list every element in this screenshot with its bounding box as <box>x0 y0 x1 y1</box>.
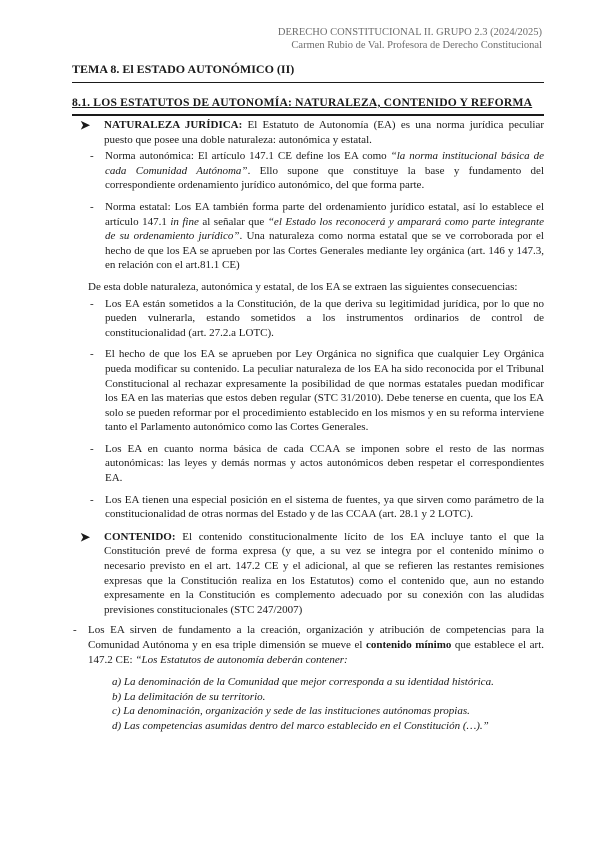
enum-item: a) La denominación de la Comunidad que mejor corresponda a su identidad histórica. <box>112 676 494 689</box>
dash-bullet: - <box>90 297 94 310</box>
naturaleza-bullet <box>72 118 544 147</box>
dash-bullet: - <box>90 442 94 455</box>
consecuencias-list <box>72 297 544 522</box>
contenido-bullet <box>72 530 544 618</box>
document-body <box>72 118 544 734</box>
enum-item: c) La denominación, organización y sede de las instituciones autónomas propias. <box>112 705 470 718</box>
naturaleza-heading: NATURALEZA JURÍDICA: <box>104 119 243 131</box>
page-header <box>278 26 542 52</box>
list-item: - Los EA en cuanto norma básica de cada CCAA se imponen sobre el resto de las normas autonómicas: las leyes y demás normas y actos autonómicos deben respetar el correspondientes EA. <box>90 442 544 485</box>
dash-bullet: - <box>73 624 77 637</box>
contenido-heading: CONTENIDO: <box>104 530 176 543</box>
consecuencias-intro: De esta doble naturaleza, autonómica y estatal, de los EA se extraen las siguientes consecuencias: <box>88 280 518 293</box>
naturaleza-list <box>72 149 544 273</box>
list-item: - Los EA tienen una especial posición en el sistema de fuentes, ya que sirven como parámetro de la constitucionalidad de otras normas del Estado y de las CCAA (art. 28.1 y 2 LOTC). <box>90 493 544 521</box>
header-course: DERECHO CONSTITUCIONAL II. GRUPO 2.3 (2024/2025) <box>277 27 542 38</box>
list-item: - Norma autonómica: El artículo 147.1 CE define los EA como “la norma institucional básica de cada Comunidad Autónoma”. Ello supone que constituye la base y fundamento del correspondiente ordenamiento jurídico autonómico, del que forma parte. <box>90 150 544 192</box>
naturaleza-intro: El Estatuto de Autonomía (EA) es una norma jurídica peculiar puesto que posee una doble naturaleza: autonómica y estatal. <box>104 119 544 146</box>
theme-title: TEMA 8. El ESTADO AUTONÓMICO (II) <box>72 62 544 83</box>
quote: “Los Estatutos de autonomía deberán contener: <box>135 653 348 666</box>
contenido-enumeration <box>72 675 544 733</box>
contenido-text: El contenido constitucionalmente lícito de los EA incluye tanto el que la Constitución prevé de forma expresa (y que, a su vez se integra por el contenido mínimo o necesario previsto en el art. 147.2 CE y el adicional, al que se refieren las restantes remisiones expresas que la Constitución realiza en los Estatutos) como el contenido que, aun no estando expresamente en la Constitución es complemento adecuado por su conexión con las aludidas previsiones constitucionales (STC 247/2007) <box>104 530 544 616</box>
contenido-item: - Los EA sirven de fundamento a la creación, organización y atribución de competencias para la Comunidad Autónoma y en esa triple dimensión se mueve el contenido mínimo que establece el art. 147.2 CE: “Los Estatutos de autonomía deberán contener: <box>73 624 544 666</box>
quote: “el Estado los reconocerá y amparará como parte integrante de su ordenamiento jurídico” <box>105 215 544 243</box>
header-author: Carmen Rubio de Val. Profesora de Derecho Constitucional <box>291 40 542 51</box>
arrow-bullet-icon: ➤ <box>80 529 91 544</box>
section-title: 8.1. LOS ESTATUTOS DE AUTONOMÍA: NATURALEZA, CONTENIDO Y REFORMA <box>72 96 544 116</box>
dash-bullet: - <box>90 348 94 361</box>
enum-item: d) Las competencias asumidas dentro del marco establecido en el Constitución (…).” <box>112 719 489 732</box>
list-item: - Los EA están sometidos a la Constitución, de la que deriva su legitimidad jurídica, por lo que no pueden vulnerarla, estando sometidos a los instrumentos ordinarios de control de constitucionalidad (art. 27.2.a LOTC). <box>90 297 544 339</box>
arrow-bullet-icon: ➤ <box>80 118 91 132</box>
enum-item: b) La delimitación de su territorio. <box>112 690 266 703</box>
list-item: - Norma estatal: Los EA también forma parte del ordenamiento jurídico estatal, así lo establece el artículo 147.1 in fine al señalar que “el Estado los reconocerá y amparará como parte integrante de su ordenamiento jurídico”. Una naturaleza como norma estatal que se ve corroborada por el hecho de que los EA se aprueben por las Cortes Generales mediante ley orgánica (art. 146 y 147.3, en relación con el art.81.1 CE) <box>90 200 544 272</box>
list-item: - El hecho de que los EA se aprueben por Ley Orgánica no significa que cualquier Ley Orgánica pueda modificar su contenido. La peculiar naturaleza de los EA ha sido reconocida por el Tribunal Constitucional al rechazar expresamente la posibilidad de que normas estatales puedan modificar los EA en las materias que estos deben regular (STC 31/2010). Debe tenerse en cuenta, que los EA solo se pueden reformar por el procedimiento establecido en los mismos y en su reforma interviene tanto el Parlamento autonómico como las Cortes Generales. <box>90 348 544 434</box>
dash-bullet: - <box>90 493 94 506</box>
dash-bullet: - <box>90 150 94 163</box>
quote: “la norma institucional básica de cada Comunidad Autónoma” <box>105 150 544 177</box>
dash-bullet: - <box>90 200 94 213</box>
